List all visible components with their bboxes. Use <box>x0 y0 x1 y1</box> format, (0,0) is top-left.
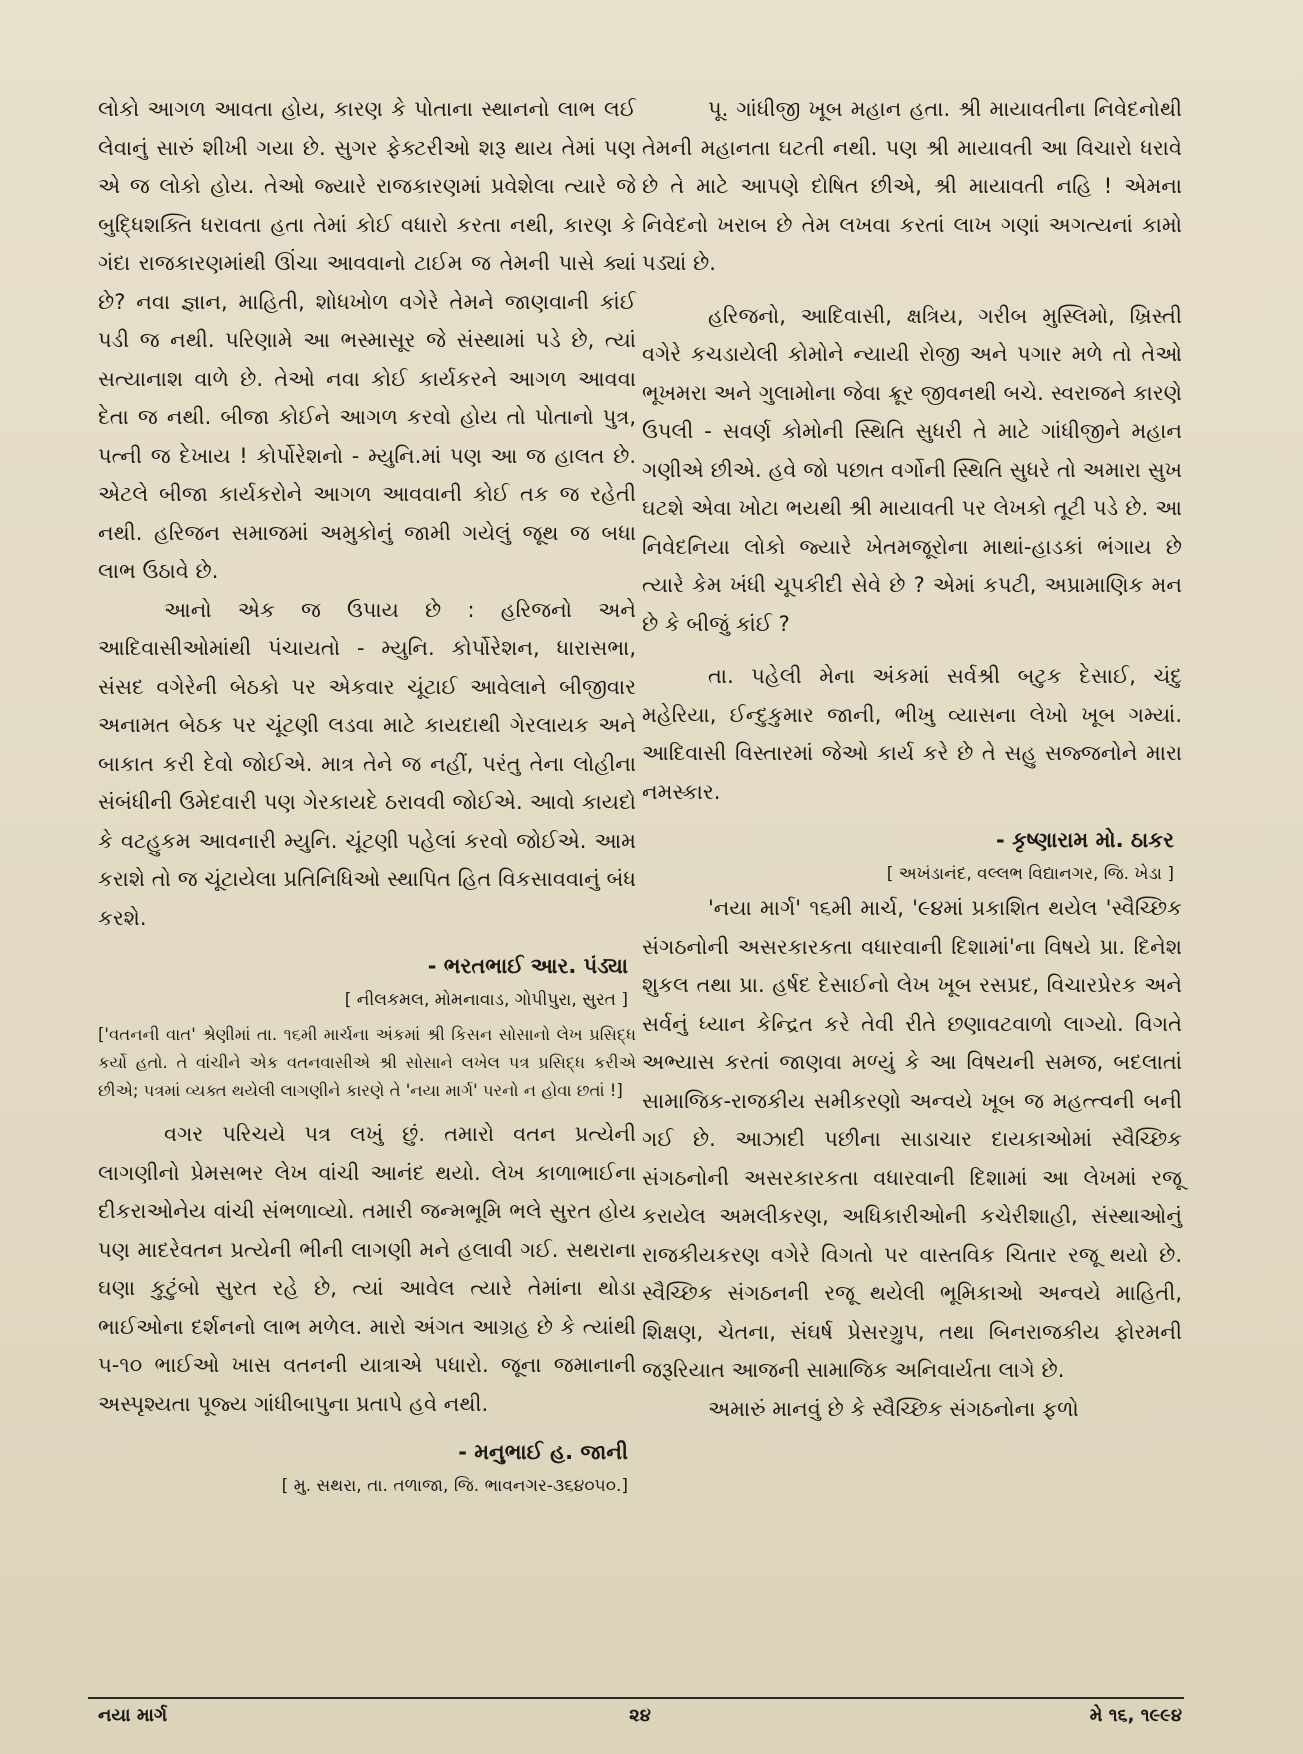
address-bharatbhai: [ નીલકમલ, મોમનાવાડ, ગોપીપુરા, સુરત ] <box>344 990 628 1010</box>
address-manubhai: [ મુ. સથરા, તા. તળાજા, જિ. ભાવનગર-૩૬૪૦૫૦.] <box>281 1476 628 1496</box>
page-footer <box>98 1705 1182 1735</box>
right-paragraph-2: હરિજનો, આદિવાસી, ક્ષત્રિય, ગરીબ મુસ્લિમો, ખ્રિસ્તી વગેરે કચડાયેલી કોમોને ન્યાયી રોજી અને પગાર મળે તો તેઓ ભૂખમરા અને ગુલામોના જેવા ક્રૂર જીવનથી બચે. સ્વરાજને કારણે ઉપલી - સવર્ણ કોમોની સ્થિતિ સુધરી તે માટે ગાંધીજીને મહાન ગણીએ છીએ. હવે જો પછાત વર્ગોની સ્થિતિ સુધરે તો અમારા સુખ ઘટશે એવા ખોટા ભયથી શ્રી માયાવતી પર લેખકો તૂટી પડે છે. આ નિવેદનિયા લોકો જ્યારે ખેતમજૂરોના માથાં-હાડકાં ભંગાય છે ત્યારે કેમ ખંધી ચૂપકીદી સેવે છે ? એમાં કપટી, અપ્રામાણિક મન છે કે બીજું કાંઈ ? <box>642 303 1182 636</box>
right-paragraph-1: પૂ. ગાંધીજી ખૂબ મહાન હતા. શ્રી માયાવતીના નિવેદનોથી તેમની મહાનતા ઘટતી નથી. પણ શ્રી માયાવતી આ વિચારો ધરાવે છે તે માટે આપણે દોષિત છીએ, શ્રી માયાવતી નહિ ! એમના નિવેદનો ખરાબ છે તેમ લખવા કરતાં લાખ ગણાં અગત્યનાં કામો પડ્યાં છે. <box>642 97 1182 275</box>
right-paragraph-4: 'નયા માર્ગ' ૧૬મી માર્ચ, '૯૪માં પ્રકાશિત થયેલ 'સ્વૈચ્છિક સંગઠનોની અસરકારકતા વધારવાની દિશામાં'ના વિષયે પ્રા. દિનેશ શુકલ તથા પ્રા. હર્ષદ દેસાઈનો લેખ ખૂબ રસપ્રદ, વિચારપ્રેરક અને સર્વનું ધ્યાન કેન્દ્રિત કરે તેવી રીતે છણાવટવાળો લાગ્યો. વિગતે અભ્યાસ કરતાં જાણવા મળ્યું કે આ વિષયની સમજ, બદલાતાં સામાજિક-રાજકીય સમીકરણો અન્વયે ખૂબ જ મહત્ત્વની બની ગઈ છે. આઝાદી પછીના સાડાચાર દાયકાઓમાં સ્વૈચ્છિક સંગઠનોની અસરકારકતા વધારવાની દિશામાં આ લેખમાં રજૂ કરાયેલ અમલીકરણ, અધિકારીઓની કચેરીશાહી, સંસ્થાઓનું રાજકીયકરણ વગેરે વિગતો પર વાસ્તવિક ચિતાર રજૂ થયો છે. સ્વૈચ્છિક સંગઠનની રજૂ થયેલી ભૂમિકાઓ અન્વયે માહિતી, શિક્ષણ, ચેતના, સંઘર્ષ પ્રેસરગ્રુપ, તથા બિનરાજકીય ફોરમની જરૂરિયાત આજની સામાજિક અનિવાર્યતા લાગે છે. <box>642 896 1182 1382</box>
editor-note: ['વતનની વાત' શ્રેણીમાં તા. ૧૬મી માર્ચના અંકમાં શ્રી કિસન સોસાનો લેખ પ્રસિદ્ધ કર્યો હતો. તે વાંચીને એક વતનવાસીએ શ્રી સોસાને લખેલ પત્ર પ્રસિદ્ધ કરીએ છીએ; પત્રમાં વ્યક્ત થયેલી લાગણીને કારણે તે 'નયા માર્ગ' પરનો ન હોવા છતાં !] <box>98 1025 636 1100</box>
left-paragraph-1: લોકો આગળ આવતા હોય, કારણ કે પોતાના સ્થાનનો લાભ લઈ લેવાનું સારું શીખી ગયા છે. સુગર ફેક્ટરીઓ શરૂ થાય તેમાં પણ એ જ લોકો હોય. તેઓ જ્યારે રાજકારણમાં પ્રવેશેલા ત્યારે જે બુદ્ધિશક્તિ ધરાવતા હતા તેમાં કોઈ વધારો કરતા નથી, કારણ કે ગંદા રાજકારણમાંથી ઊંચા આવવાનો ટાઈમ જ તેમની પાસે ક્યાં છે? નવા જ્ઞાન, માહિતી, શોધખોળ વગેરે તેમને જાણવાની કાંઈ પડી જ નથી. પરિણામે આ ભસ્માસૂર જે સંસ્થામાં પડે છે, ત્યાં સત્યાનાશ વાળે છે. તેઓ નવા કોઈ કાર્યકરને આગળ આવવા દેતા જ નથી. બીજા કોઈને આગળ કરવો હોય તો પોતાનો પુત્ર, પત્ની જ દેખાય ! કોર્પોરેશનો - મ્યુનિ.માં પણ આ જ હાલત છે. એટલે બીજા કાર્યકરોને આગળ આવવાની કોઈ તક જ રહેતી નથી. હરિજન સમાજમાં અમુકોનું જામી ગયેલું જૂથ જ બધા લાભ ઉઠાવે છે. <box>98 97 636 583</box>
footer-divider <box>88 1697 1184 1699</box>
spacer <box>642 643 1182 657</box>
left-paragraph-2: આનો એક જ ઉપાય છે : હરિજનો અને આદિવાસીઓમાંથી પંચાયતો - મ્યુનિ. કોર્પોરેશન, ધારાસભા, સંસદ વગેરેની બેઠકો પર એકવાર ચૂંટાઈ આવેલાને બીજીવાર અનામત બેઠક પર ચૂંટણી લડવા માટે કાયદાથી ગેરલાયક અને બાકાત કરી દેવો જોઈએ. માત્ર તેને જ નહીં, પરંતુ તેના લોહીના સંબંધીની ઉમેદવારી પણ ગેરકાયદે ઠરાવવી જોઈએ. આવો કાયદો કે વટહુકમ આવનારી મ્યુનિ. ચૂંટણી પહેલાં કરવો જોઈએ. આમ કરાશે તો જ ચૂંટાયેલા પ્રતિનિધિઓ સ્થાપિત હિત વિકસાવવાનું બંધ કરશે. <box>98 597 636 930</box>
address-krushnaram: [ અખંડાનંદ, વલ્લભ વિદ્યાનગર, જિ. ખેડા ] <box>886 864 1174 884</box>
issue-date: મે ૧૬, ૧૯૯૪ <box>1089 1705 1182 1726</box>
right-column <box>642 90 1182 1428</box>
page-number: ૨૪ <box>629 1705 651 1726</box>
spacer <box>642 283 1182 297</box>
left-column <box>98 90 636 1501</box>
left-paragraph-3: વગર પરિચયે પત્ર લખું છું. તમારો વતન પ્રત્યેની લાગણીનો પ્રેમસભર લેખ વાંચી આનંદ થયો. લેખ કાળાભાઈના દીકરાઓનેય વાંચી સંભળાવ્યો. તમારી જન્મભૂમિ ભલે સુરત હોય પણ માદરેવતન પ્રત્યેની ભીની લાગણી મને હલાવી ગઈ. સથરાના ઘણા કુટુંબો સુરત રહે છે, ત્યાં આવેલ ત્યારે તેમાંના થોડા ભાઈઓના દર્શનનો લાભ મળેલ. મારો અંગત આગ્રહ છે કે ત્યાંથી ૫-૧૦ ભાઈઓ ખાસ વતનની યાત્રાએ પધારો. જૂના જમાનાની અસ્પૃશ્યતા પૂજ્ય ગાંધીબાપુના પ્રતાપે હવે નથી. <box>98 1122 636 1416</box>
signature-bharatbhai: - ભરતભાઈ આર. પંડ્યા <box>427 954 628 978</box>
right-paragraph-3: તા. પહેલી મેના અંકમાં સર્વશ્રી બટુક દેસાઈ, ચંદુ મહેરિયા, ઈન્દુકુમાર જાની, ભીખુ વ્યાસના લેખો ખૂબ ગમ્યાં. આદિવાસી વિસ્તારમાં જેઓ કાર્ય કરે છે તે સહુ સજ્જનોને મારા નમસ્કાર. <box>642 664 1182 804</box>
signature-manubhai: - મનુભાઈ હ. જાની <box>458 1440 628 1464</box>
signature-krushnaram: - કૃષ્ણારામ મો. ઠાકર <box>995 828 1174 852</box>
publication-name: નયા માર્ગ <box>98 1705 168 1726</box>
right-paragraph-5: અમારું માનવું છે કે સ્વૈચ્છિક સંગઠનોના ફળો <box>708 1396 1079 1421</box>
